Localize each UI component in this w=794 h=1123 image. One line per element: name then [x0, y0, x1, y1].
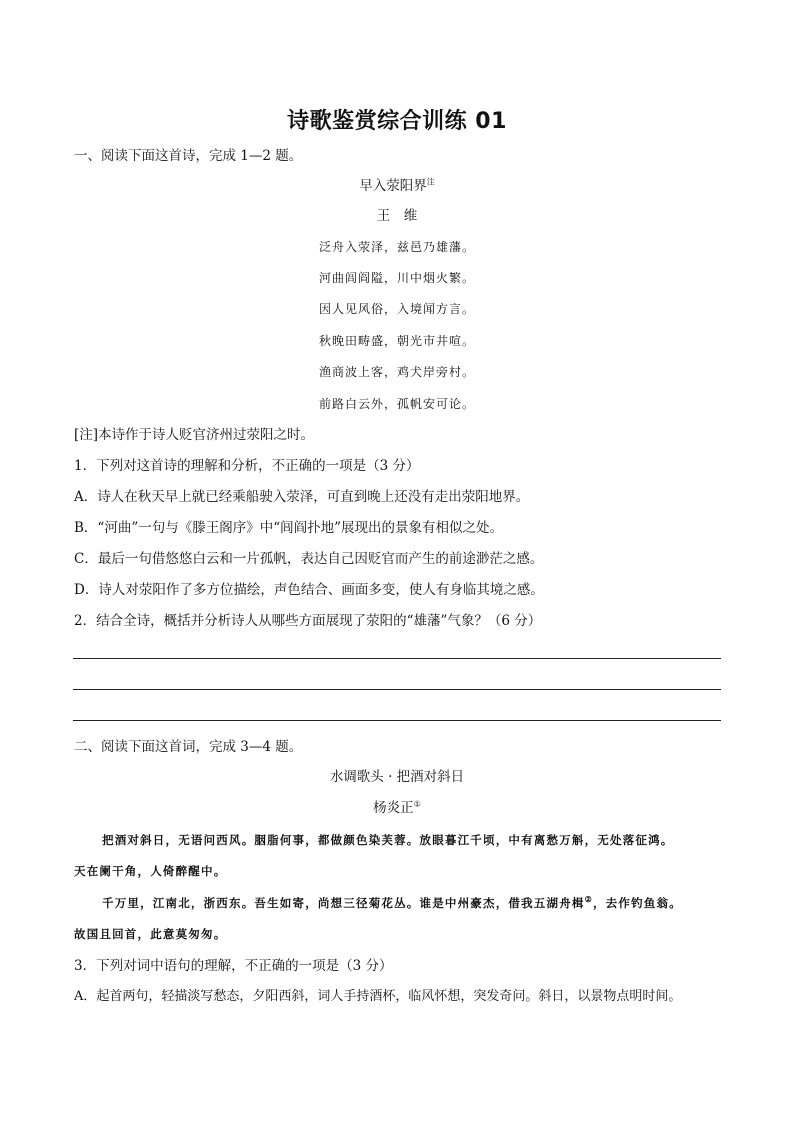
poem-title	[0, 177, 794, 195]
poem-line: 因人见风俗，入境闻方言。	[318, 302, 475, 316]
poem-author: 王 维	[376, 208, 418, 224]
q1-option-a: A．诗人在秋天早上就已经乘船驶入荥泽，可直到晚上还没有走出荥阳地界。	[74, 489, 530, 505]
q3-option-a: A．起首两句，轻描淡写愁态，夕阳西斜，词人手持酒杯，临风怀想，突发奇问。斜日，以景物点明时间。	[74, 989, 682, 1004]
poem-title-note: 注	[426, 177, 435, 187]
question-1: 1．下列对这首诗的理解和分析，不正确的一项是（3 分）	[74, 458, 420, 474]
answer-line[interactable]	[73, 658, 721, 659]
poem-line: 秋晚田畴盛，朝光市井喧。	[318, 334, 475, 348]
ci-para2-text-b: ，去作钓鱼翁。	[592, 896, 682, 910]
poem-line: 前路白云外，孤帆安可论。	[318, 397, 475, 411]
poem-title-text: 早入荥阳界	[359, 178, 427, 194]
section1-heading: 一、阅读下面这首诗，完成 1—2 题。	[74, 148, 303, 164]
ci-author-name: 杨炎正	[373, 800, 414, 816]
ci-para2-line2: 故国且回首，此意莫匆匆。	[74, 927, 227, 941]
ci-para2-note: ②	[584, 894, 593, 905]
poem-line: 河曲闾阎隘，川中烟火繁。	[318, 271, 475, 285]
page-title: 诗歌鉴赏综合训练 01	[287, 109, 507, 134]
ci-title: 水调歌头 · 把酒对斜日	[329, 769, 465, 785]
ci-para1-line1: 把酒对斜日，无语问西风。胭脂何事，都做颜色染芙蓉。放眼暮江千顷，中有离愁万斛，无处落征鸿。	[102, 833, 674, 847]
question-3: 3．下列对词中语句的理解，不正确的一项是（3 分）	[74, 958, 393, 974]
ci-para2-line1	[102, 894, 724, 912]
ci-para2-text-a: 千万里，江南北，浙西东。吾生如寄，尚想三径菊花丛。谁是中州豪杰，借我五湖舟楫	[102, 896, 585, 910]
ci-author-note: ①	[413, 799, 421, 809]
answer-line[interactable]	[73, 689, 721, 690]
answer-line[interactable]	[73, 720, 721, 721]
question-2: 2．结合全诗，概括并分析诗人从哪些方面展现了荥阳的“雄藩”气象？（6 分）	[74, 613, 542, 629]
ci-para1-line2: 天在阑干角，人倚醉醒中。	[74, 864, 227, 878]
q1-option-d: D．诗人对荥阳作了多方位描绘，声色结合、画面多变，使人有身临其境之感。	[74, 582, 544, 598]
q1-option-c: C．最后一句借悠悠白云和一片孤帆，表达自己因贬官而产生的前途渺茫之感。	[74, 551, 544, 567]
section2-heading: 二、阅读下面这首词，完成 3—4 题。	[74, 739, 303, 755]
poem-line: 渔商波上客，鸡犬岸旁村。	[318, 365, 475, 379]
q1-option-b: B．“河曲”一句与《滕王阁序》中“闾阎扑地”展现出的景象有相似之处。	[74, 520, 504, 536]
ci-author	[0, 799, 794, 817]
poem-note: [注]本诗作于诗人贬官济州过荥阳之时。	[74, 427, 315, 443]
poem-line: 泛舟入荥泽，兹邑乃雄藩。	[318, 240, 475, 254]
